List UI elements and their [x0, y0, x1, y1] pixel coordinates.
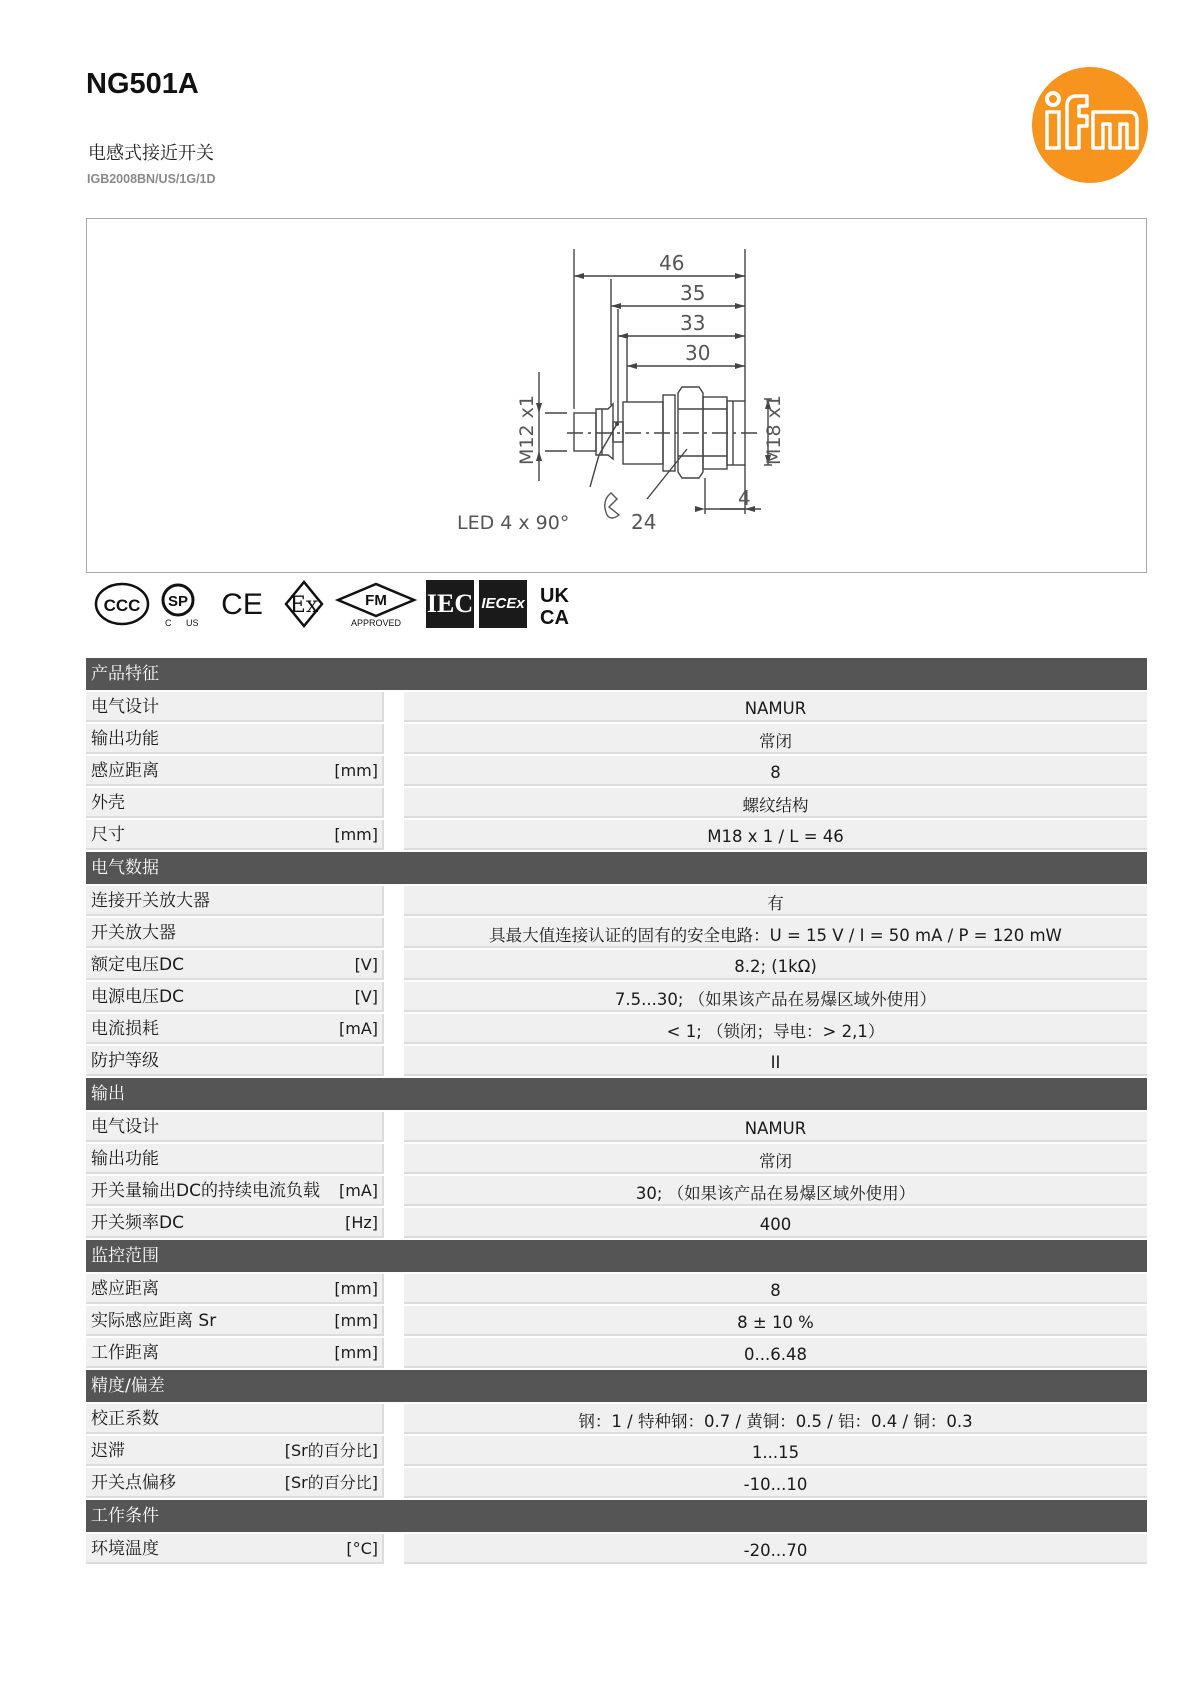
svg-text:US: US [186, 618, 199, 628]
spec-row [86, 1306, 1147, 1336]
spec-value: 常闭 [404, 724, 1147, 754]
svg-text:24: 24 [631, 510, 657, 534]
svg-text:APPROVED: APPROVED [350, 618, 402, 628]
spec-label: 感应距离 [91, 761, 159, 781]
spec-label-cell [86, 820, 384, 850]
spec-value: 8 ± 10 % [404, 1306, 1147, 1336]
svg-text:C: C [165, 618, 172, 628]
spec-unit: [mm] [334, 1343, 378, 1362]
svg-text:CA: CA [540, 607, 569, 629]
spec-label-cell [86, 1112, 384, 1142]
section-header: 电气数据 [86, 852, 1147, 884]
spec-label: 电流损耗 [91, 1019, 159, 1039]
spec-row [86, 788, 1147, 818]
spec-label-cell [86, 1338, 384, 1368]
spec-unit [378, 918, 384, 948]
spec-value: 有 [404, 886, 1147, 916]
spec-label: 电气设计 [91, 697, 159, 717]
svg-text:35: 35 [680, 281, 706, 305]
spec-unit [378, 1144, 384, 1174]
spec-label: 感应距离 [91, 1279, 159, 1299]
dimension-drawing [86, 218, 1147, 573]
spec-unit: [V] [354, 987, 378, 1006]
spec-value: 常闭 [404, 1144, 1147, 1174]
spec-unit: [mm] [334, 1311, 378, 1330]
section-header: 输出 [86, 1078, 1147, 1110]
spec-row [86, 820, 1147, 850]
spec-row [86, 950, 1147, 980]
spec-label: 额定电压DC [91, 955, 184, 975]
spec-row [86, 1112, 1147, 1142]
spec-value: < 1; （锁闭；导电：> 2,1） [404, 1014, 1147, 1044]
svg-text:FM: FM [365, 592, 387, 609]
spec-label-cell [86, 1046, 384, 1076]
spec-row [86, 1208, 1147, 1238]
spec-row [86, 1176, 1147, 1206]
csa-mark [163, 585, 199, 628]
spec-label-cell [86, 1404, 384, 1434]
spec-label-cell [86, 1014, 384, 1044]
ifm-logo [1031, 66, 1149, 184]
spec-row [86, 1468, 1147, 1498]
svg-text:33: 33 [680, 311, 706, 335]
spec-row [86, 1404, 1147, 1434]
spec-unit [378, 886, 384, 916]
section-header: 产品特征 [86, 658, 1147, 690]
spec-unit [378, 692, 384, 722]
spec-label: 开关放大器 [91, 923, 176, 943]
spec-unit: [mA] [338, 1019, 378, 1038]
spec-unit [378, 788, 384, 818]
spec-row [86, 1436, 1147, 1466]
spec-value: 0...6.48 [404, 1338, 1147, 1368]
svg-text:46: 46 [659, 251, 685, 275]
ce-mark: CE [221, 588, 263, 621]
spec-row [86, 918, 1147, 948]
spec-label-cell [86, 1176, 384, 1206]
spec-value: NAMUR [404, 1112, 1147, 1142]
section-header: 工作条件 [86, 1500, 1147, 1532]
spec-value: NAMUR [404, 692, 1147, 722]
spec-label: 防护等级 [91, 1051, 159, 1071]
iecex-mark [479, 580, 527, 628]
spec-label-cell [86, 756, 384, 786]
spec-row [86, 886, 1147, 916]
spec-label: 电源电压DC [91, 987, 184, 1007]
spec-value: 钢：1 / 特种钢：0.7 / 黄铜：0.5 / 铝：0.4 / 铜：0.3 [404, 1404, 1147, 1434]
svg-text:UK: UK [540, 585, 569, 607]
spec-value: 8.2; (1kΩ) [404, 950, 1147, 980]
spec-label: 开关频率DC [91, 1213, 184, 1233]
ex-mark [286, 582, 322, 626]
spec-value: 具最大值连接认证的固有的安全电路：U = 15 V / I = 50 mA / P = 120 mW [404, 918, 1147, 948]
spec-value: 8 [404, 1274, 1147, 1304]
spec-table [86, 658, 1147, 1566]
product-title: NG501A [86, 68, 199, 100]
spec-row [86, 1046, 1147, 1076]
spec-label-cell [86, 1306, 384, 1336]
spec-value: -10...10 [404, 1468, 1147, 1498]
section-header: 精度/偏差 [86, 1370, 1147, 1402]
spec-label: 连接开关放大器 [91, 891, 210, 911]
spec-label: 校正系数 [91, 1409, 159, 1429]
spec-label: 输出功能 [91, 1149, 159, 1169]
spec-unit [378, 1112, 384, 1142]
spec-unit: [mA] [338, 1181, 378, 1200]
spec-row [86, 1144, 1147, 1174]
svg-text:LED 4 x 90°: LED 4 x 90° [457, 512, 570, 534]
spec-label-cell [86, 1534, 384, 1564]
spec-label: 开关点偏移 [91, 1473, 176, 1493]
spec-label-cell [86, 982, 384, 1012]
spec-value: 400 [404, 1208, 1147, 1238]
product-code: IGB2008BN/US/1G/1D [87, 172, 216, 186]
section-header: 监控范围 [86, 1240, 1147, 1272]
svg-text:M18 x1: M18 x1 [763, 395, 785, 465]
spec-unit: [mm] [334, 1279, 378, 1298]
spec-label-cell [86, 1468, 384, 1498]
spec-label-cell [86, 950, 384, 980]
spec-label-cell [86, 788, 384, 818]
spec-row [86, 756, 1147, 786]
spec-row [86, 1534, 1147, 1564]
spec-label: 开关量输出DC的持续电流负载 [91, 1181, 320, 1201]
spec-row [86, 1338, 1147, 1368]
certification-marks [86, 578, 646, 630]
spec-value: 30; （如果该产品在易爆区域外使用） [404, 1176, 1147, 1206]
spec-label: 实际感应距离 Sr [91, 1311, 217, 1331]
svg-text:Ex: Ex [289, 593, 319, 618]
spec-label-cell [86, 724, 384, 754]
product-subtitle: 电感式接近开关 [88, 143, 214, 164]
spec-label-cell [86, 886, 384, 916]
spec-unit: [mm] [334, 825, 378, 844]
fm-approved-mark [338, 584, 414, 628]
spec-label: 迟滞 [91, 1441, 125, 1461]
spec-row [86, 1014, 1147, 1044]
spec-value: II [404, 1046, 1147, 1076]
spec-row [86, 724, 1147, 754]
svg-text:CCC: CCC [103, 596, 141, 615]
spec-label-cell [86, 918, 384, 948]
spec-unit [378, 1404, 384, 1434]
ukca-mark [540, 585, 569, 629]
svg-text:30: 30 [685, 341, 711, 365]
spec-label-cell [86, 1208, 384, 1238]
svg-text:IECEx: IECEx [481, 595, 525, 612]
spec-label-cell [86, 1274, 384, 1304]
spec-label: 电气设计 [91, 1117, 159, 1137]
spec-row [86, 692, 1147, 722]
spec-unit: [Hz] [345, 1213, 378, 1232]
spec-value: 螺纹结构 [404, 788, 1147, 818]
iec-mark [426, 580, 474, 628]
spec-unit [378, 724, 384, 754]
spec-row [86, 1274, 1147, 1304]
spec-row [86, 982, 1147, 1012]
spec-label: 工作距离 [91, 1343, 159, 1363]
spec-label: 外壳 [91, 793, 125, 813]
spec-unit: [mm] [334, 761, 378, 780]
svg-text:4: 4 [738, 486, 751, 510]
spec-unit: [Sr的百分比] [284, 1473, 378, 1492]
svg-text:SP: SP [167, 593, 189, 610]
spec-label-cell [86, 692, 384, 722]
spec-unit: [Sr的百分比] [284, 1441, 378, 1460]
spec-value: M18 x 1 / L = 46 [404, 820, 1147, 850]
spec-label-cell [86, 1144, 384, 1174]
spec-unit: [V] [354, 955, 378, 974]
ccc-mark [96, 584, 148, 624]
spec-value: 8 [404, 756, 1147, 786]
svg-text:IEC: IEC [426, 589, 474, 618]
spec-label-cell [86, 1436, 384, 1466]
svg-text:M12 x1: M12 x1 [516, 395, 538, 465]
spec-label: 尺寸 [91, 825, 125, 845]
spec-unit [378, 1046, 384, 1076]
spec-label: 输出功能 [91, 729, 159, 749]
spec-value: 1...15 [404, 1436, 1147, 1466]
spec-value: 7.5...30; （如果该产品在易爆区域外使用） [404, 982, 1147, 1012]
spec-label: 环境温度 [91, 1539, 159, 1559]
spec-unit: [°C] [346, 1539, 378, 1558]
spec-value: -20...70 [404, 1534, 1147, 1564]
